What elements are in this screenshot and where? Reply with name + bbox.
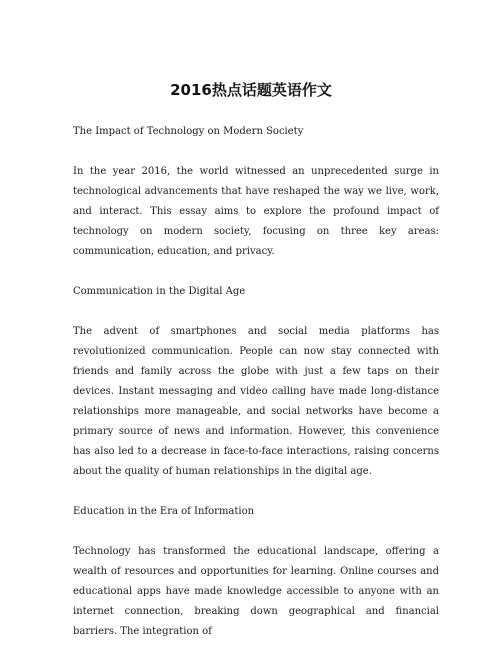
section-paragraph-education: Technology has transformed the educational landscape, offering a wealth of resources and opportunities for learning. Online courses and educational apps have made knowledge accessible to anyone with an internet connection, breaking down geographical and financial barriers. The integration of	[73, 546, 439, 637]
section-paragraph-communication: The advent of smartphones and social media platforms has revolutionized communication. People can now stay connected with friends and family across the globe with just a few taps on their devices. Instant messaging and video calling have made long-distance relationships more manageable, and social networks have become a primary source of news and information. However, this convenience has also led to a decrease in face-to-face interactions, raising concerns about the quality of human relationships in the digital age.	[73, 326, 439, 477]
section-heading-education: Education in the Era of Information	[73, 506, 255, 517]
intro-paragraph: In the year 2016, the world witnessed an unprecedented surge in technological advancements that have reshaped the way we live, work, and interact. This essay aims to explore the profound impact of technology on modern society, focusing on three key areas: communication, education, and privacy.	[73, 166, 439, 257]
document-title: 2016热点话题英语作文	[170, 81, 332, 99]
document-body	[73, 122, 439, 662]
section-heading-communication: Communication in the Digital Age	[73, 286, 246, 297]
essay-title: The Impact of Technology on Modern Society	[73, 126, 304, 137]
